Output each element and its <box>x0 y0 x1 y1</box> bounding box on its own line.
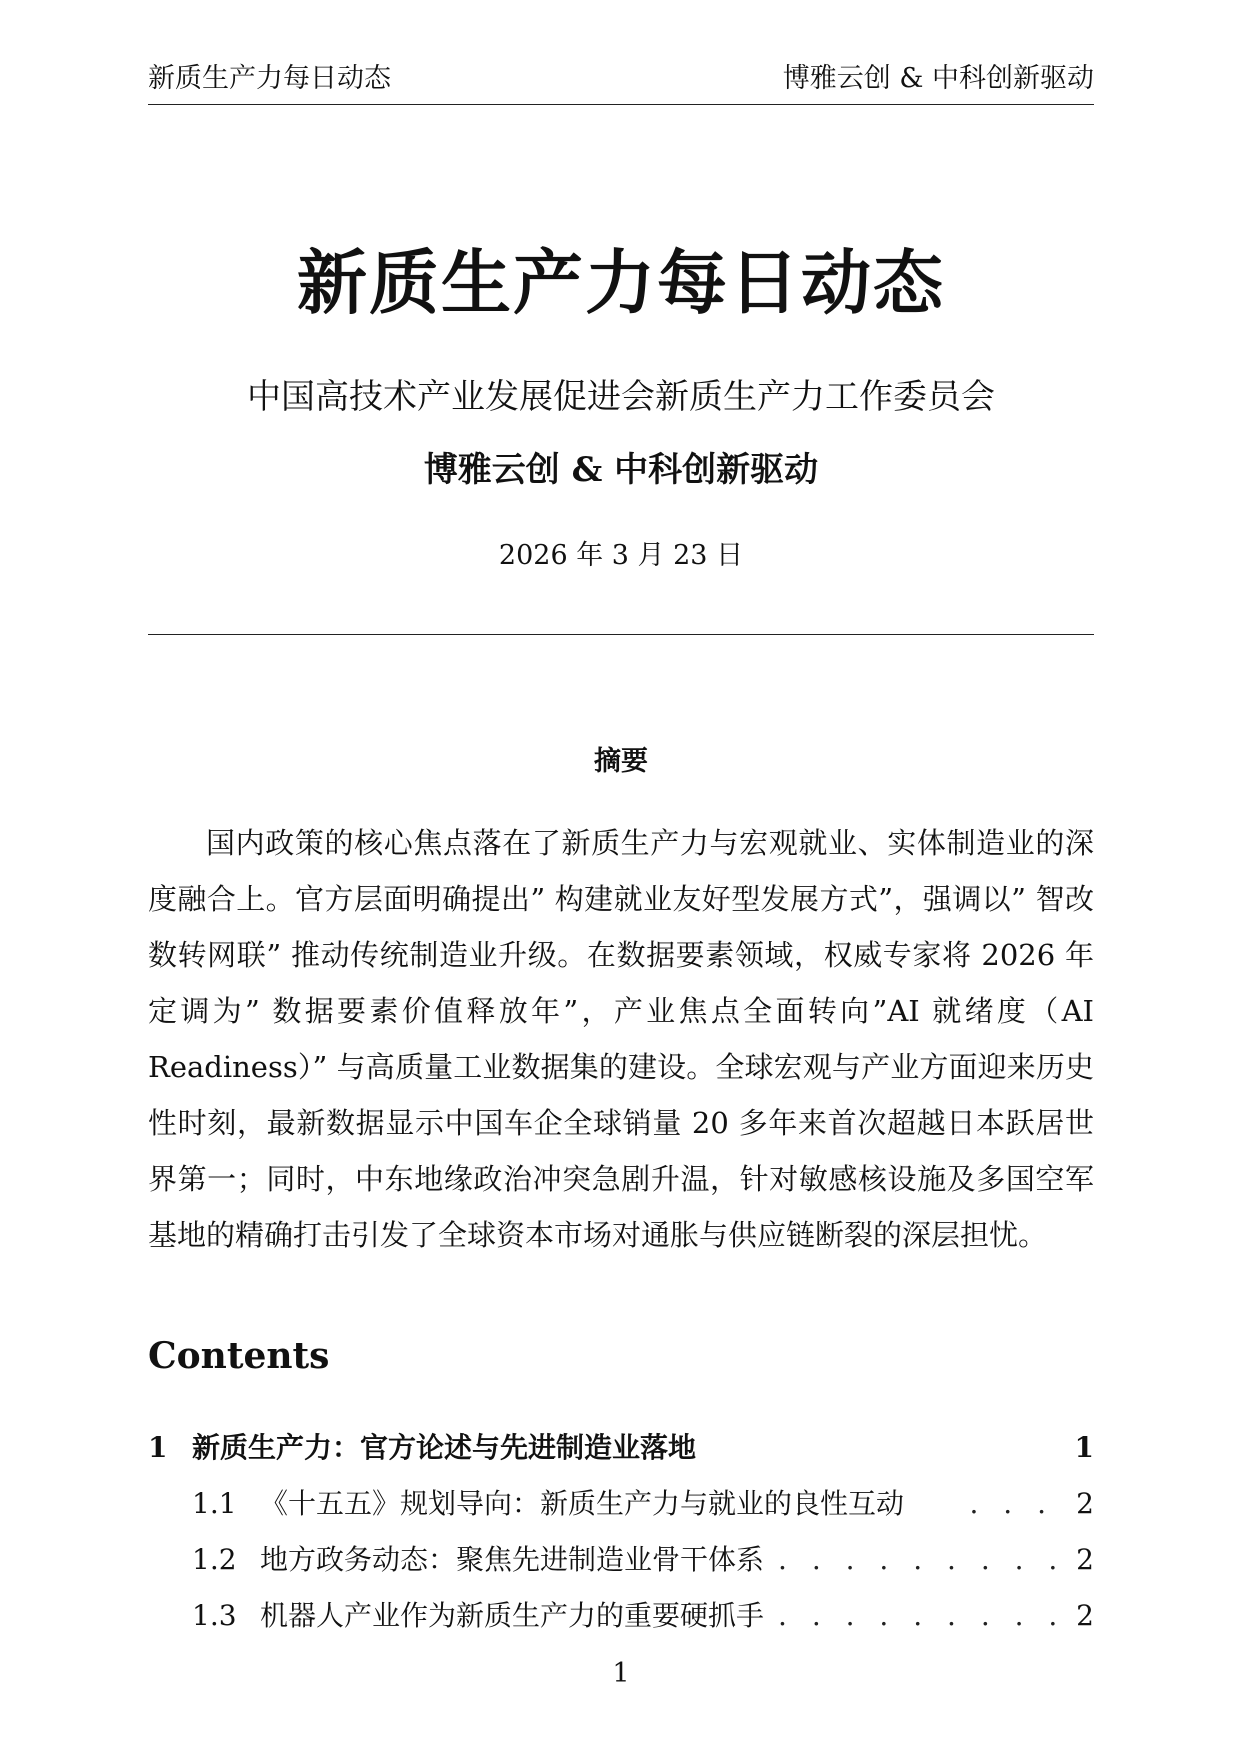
toc-entry-1-2[interactable] <box>148 1532 1094 1588</box>
toc-entry-number: 1.2 <box>192 1543 237 1576</box>
sponsor-line: 博雅云创 & 中科创新驱动 <box>423 450 819 490</box>
header-right-text: 博雅云创 & 中科创新驱动 <box>782 63 1094 94</box>
toc-leader-dots: . . . . . . . . . <box>778 1543 1066 1576</box>
header-left-text: 新质生产力每日动态 <box>148 63 391 94</box>
toc-leader-dots: . . . . . . . . . <box>778 1599 1066 1632</box>
toc-entry-title[interactable]: 机器人产业作为新质生产力的重要硬抓手 <box>260 1599 765 1632</box>
toc-entry-number: 1 <box>148 1431 168 1464</box>
toc-entry-1-1[interactable] <box>148 1476 1094 1532</box>
toc-entry-1-3[interactable] <box>148 1588 1094 1644</box>
toc-entry-page[interactable]: 2 <box>1076 1599 1094 1632</box>
abstract-paragraph: 国内政策的核心焦点落在了新质生产力与宏观就业、实体制造业的深度融合上。官方层面明确提出” 构建就业友好型发展方式”，强调以” 智改数转网联” 推动传统制造业升级。在数据要素领域，权威专家将 2026 年定调为” 数据要素价值释放年”，产业焦点全面转向”AI 就绪度（AI Readiness）” 与高质量工业数据集的建设。全球宏观与产业方面迎来历史性时刻，最新数据显示中国车企全球销量 20 多年来首次超越日本跃居世界第一；同时，中东地缘政治冲突急剧升温，针对敏感核设施及多国空军基地的精确打击引发了全球资本市场对通胀与供应链断裂的深层担忧。 <box>148 826 1094 1252</box>
contents-heading: Contents <box>148 1335 330 1377</box>
toc-entry-page[interactable]: 2 <box>1076 1543 1094 1576</box>
toc-entry-title[interactable]: 新质生产力：官方论述与先进制造业落地 <box>192 1431 697 1464</box>
running-header <box>148 62 1094 105</box>
table-of-contents <box>148 1420 1094 1644</box>
publication-date: 2026 年 3 月 23 日 <box>498 540 744 571</box>
toc-entry-1[interactable] <box>148 1420 1094 1476</box>
title-divider <box>148 634 1094 635</box>
toc-entry-title[interactable]: 《十五五》规划导向：新质生产力与就业的良性互动 <box>260 1487 905 1520</box>
document-title: 新质生产力每日动态 <box>297 241 945 324</box>
toc-entry-page[interactable]: 2 <box>1076 1487 1094 1520</box>
abstract-heading: 摘要 <box>594 746 648 777</box>
toc-leader-dots: . . . <box>969 1487 1054 1520</box>
page-number: 1 <box>612 1658 630 1689</box>
toc-entry-title[interactable]: 地方政务动态：聚焦先进制造业骨干体系 <box>260 1543 765 1576</box>
organization-name: 中国高技术产业发展促进会新质生产力工作委员会 <box>247 377 995 417</box>
toc-entry-number: 1.3 <box>192 1599 237 1632</box>
toc-entry-page[interactable]: 1 <box>1074 1431 1094 1464</box>
toc-entry-number: 1.1 <box>192 1487 237 1520</box>
